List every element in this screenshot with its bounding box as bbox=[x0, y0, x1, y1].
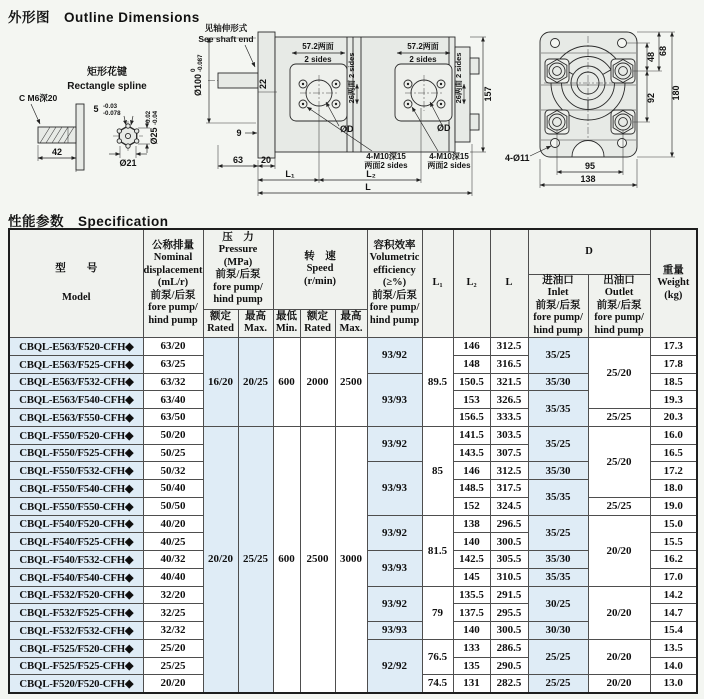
weight-cell: 18.0 bbox=[650, 480, 697, 498]
header-outlet: 出油口 Outlet 前泵/后泵 fore pump/ hind pump bbox=[588, 274, 650, 338]
l-cell: 321.5 bbox=[490, 373, 528, 391]
mounting-flange bbox=[258, 32, 275, 158]
inlet-cell: 30/25 bbox=[528, 586, 588, 622]
weight-cell: 16.5 bbox=[650, 444, 697, 462]
l-cell: 307.5 bbox=[490, 444, 528, 462]
dim-57-2-hind-en: 2 sides bbox=[409, 55, 437, 64]
efficiency-cell: 93/93 bbox=[367, 373, 422, 426]
displacement-cell: 32/32 bbox=[143, 622, 203, 640]
displacement-cell: 32/25 bbox=[143, 604, 203, 622]
inlet-cell: 25/25 bbox=[528, 675, 588, 693]
thread-callout-label: C M6深20 bbox=[19, 93, 58, 103]
displacement-cell: 40/25 bbox=[143, 533, 203, 551]
pump-shaft bbox=[218, 73, 258, 88]
speed-min-cell: 600 bbox=[273, 338, 300, 427]
rear-fitting-bottom bbox=[470, 114, 479, 130]
weight-cell: 19.0 bbox=[650, 497, 697, 515]
model-cell: CBQL-F550/F540-CFH◆ bbox=[9, 480, 143, 498]
displacement-cell: 50/50 bbox=[143, 497, 203, 515]
dim-21: Ø21 bbox=[119, 158, 137, 168]
dim-D-hind: ØD bbox=[437, 123, 451, 133]
speed-min-cell: 600 bbox=[273, 426, 300, 692]
l2-cell: 153 bbox=[453, 391, 490, 409]
spec-table bbox=[8, 228, 698, 694]
l1-cell: 81.5 bbox=[422, 515, 453, 586]
dim-25-tol-lower: -0.04 bbox=[152, 110, 159, 125]
weight-cell: 19.3 bbox=[650, 391, 697, 409]
thread-note-hind-zh: 4-M10深15 bbox=[429, 152, 469, 161]
l-cell: 312.5 bbox=[490, 338, 528, 356]
speed-max-cell: 2500 bbox=[335, 338, 367, 427]
displacement-cell: 32/20 bbox=[143, 586, 203, 604]
outlet-cell: 20/20 bbox=[588, 515, 650, 586]
header-speed-min: 最低 Min. bbox=[273, 309, 300, 337]
efficiency-cell: 92/92 bbox=[367, 639, 422, 692]
spec-section-title bbox=[8, 210, 169, 230]
l2-cell: 143.5 bbox=[453, 444, 490, 462]
dim-25: Ø25 bbox=[149, 127, 159, 145]
dim-5-tol-lower: -0.078 bbox=[103, 110, 121, 117]
weight-cell: 18.5 bbox=[650, 373, 697, 391]
l-cell: 290.5 bbox=[490, 657, 528, 675]
dim-20: 20 bbox=[260, 155, 272, 165]
displacement-cell: 63/20 bbox=[143, 338, 203, 356]
l-cell: 324.5 bbox=[490, 497, 528, 515]
inlet-cell: 35/30 bbox=[528, 373, 588, 391]
dim-L2: L₂ bbox=[366, 169, 376, 179]
dim-48: 48 bbox=[646, 51, 656, 63]
l1-cell: 79 bbox=[422, 586, 453, 639]
outlet-cell: 25/25 bbox=[588, 409, 650, 427]
model-cell: CBQL-F550/F520-CFH◆ bbox=[9, 426, 143, 444]
dim-180: 180 bbox=[671, 85, 681, 101]
dim-100: Ø100 bbox=[193, 73, 203, 97]
dim-4-holes: 4-Ø11 bbox=[505, 153, 530, 163]
inlet-cell: 25/25 bbox=[528, 639, 588, 675]
efficiency-cell: 93/92 bbox=[367, 426, 422, 462]
header-l: L bbox=[490, 229, 528, 338]
model-cell: CBQL-E563/F540-CFH◆ bbox=[9, 391, 143, 409]
efficiency-cell: 93/92 bbox=[367, 515, 422, 551]
spline-cross-section bbox=[119, 126, 136, 146]
header-model: 型 号 Model bbox=[9, 229, 143, 338]
weight-cell: 15.4 bbox=[650, 622, 697, 640]
weight-cell: 15.5 bbox=[650, 533, 697, 551]
l-cell: 326.5 bbox=[490, 391, 528, 409]
l-cell: 282.5 bbox=[490, 675, 528, 693]
dim-22: 22 bbox=[258, 78, 268, 90]
weight-cell: 17.3 bbox=[650, 338, 697, 356]
l-cell: 305.5 bbox=[490, 551, 528, 569]
weight-cell: 17.2 bbox=[650, 462, 697, 480]
l2-cell: 146 bbox=[453, 338, 490, 356]
l-cell: 310.5 bbox=[490, 568, 528, 586]
header-efficiency: 容积效率 Volumetric efficiency (≥%) 前泵/后泵 fore pump/ hind pump bbox=[367, 229, 422, 338]
displacement-cell: 63/50 bbox=[143, 409, 203, 427]
l2-cell: 135 bbox=[453, 657, 490, 675]
displacement-cell: 63/32 bbox=[143, 373, 203, 391]
l-cell: 300.5 bbox=[490, 533, 528, 551]
model-cell: CBQL-F532/F525-CFH◆ bbox=[9, 604, 143, 622]
efficiency-cell: 93/93 bbox=[367, 551, 422, 587]
outline-drawing bbox=[0, 0, 704, 206]
rear-fitting-top bbox=[470, 58, 479, 74]
dim-92: 92 bbox=[646, 92, 656, 104]
dim-26-hind: 26两面 2 sides bbox=[454, 52, 463, 104]
l-cell: 295.5 bbox=[490, 604, 528, 622]
spec-title-zh: 性能参数 bbox=[8, 214, 64, 229]
weight-cell: 14.7 bbox=[650, 604, 697, 622]
header-l2: L₂ bbox=[453, 229, 490, 338]
dim-D-fore: ØD bbox=[340, 124, 354, 134]
port-face-hind bbox=[395, 64, 452, 121]
displacement-cell: 63/40 bbox=[143, 391, 203, 409]
dim-57-2-fore-en: 2 sides bbox=[304, 55, 332, 64]
l-cell: 296.5 bbox=[490, 515, 528, 533]
l-cell: 317.5 bbox=[490, 480, 528, 498]
l-cell: 300.5 bbox=[490, 622, 528, 640]
dim-25-tol-upper: -0.02 bbox=[145, 110, 152, 125]
l1-cell: 89.5 bbox=[422, 338, 453, 427]
l-cell: 312.5 bbox=[490, 462, 528, 480]
l2-cell: 145 bbox=[453, 568, 490, 586]
pressure-rated-cell: 20/20 bbox=[203, 426, 238, 692]
shaft-flange-plate bbox=[76, 104, 84, 170]
outline-title-en: Outline Dimensions bbox=[64, 10, 200, 25]
model-cell: CBQL-E563/F532-CFH◆ bbox=[9, 373, 143, 391]
dim-5: 5 bbox=[93, 104, 99, 114]
pressure-max-cell: 25/25 bbox=[238, 426, 273, 692]
displacement-cell: 50/40 bbox=[143, 480, 203, 498]
header-pressure-max: 最高 Max. bbox=[238, 309, 273, 337]
thread-note-fore-en: 两面2 sides bbox=[364, 161, 408, 170]
inlet-cell: 35/25 bbox=[528, 515, 588, 551]
model-cell: CBQL-F532/F532-CFH◆ bbox=[9, 622, 143, 640]
model-cell: CBQL-F550/F532-CFH◆ bbox=[9, 462, 143, 480]
flange-rear-view-drawing bbox=[505, 32, 681, 188]
outlet-cell: 20/20 bbox=[588, 586, 650, 639]
l2-cell: 133 bbox=[453, 639, 490, 657]
thread-note-fore-zh: 4-M10深15 bbox=[366, 152, 406, 161]
header-inlet: 进油口 Inlet 前泵/后泵 fore pump/ hind pump bbox=[528, 274, 588, 338]
displacement-cell: 40/40 bbox=[143, 568, 203, 586]
inlet-cell: 35/25 bbox=[528, 426, 588, 462]
weight-cell: 16.0 bbox=[650, 426, 697, 444]
inlet-cell: 35/35 bbox=[528, 568, 588, 586]
inlet-cell: 35/25 bbox=[528, 338, 588, 374]
model-cell: CBQL-E563/F520-CFH◆ bbox=[9, 338, 143, 356]
l-cell: 291.5 bbox=[490, 586, 528, 604]
l-cell: 316.5 bbox=[490, 355, 528, 373]
spline-label-zh: 矩形花键 bbox=[87, 67, 127, 78]
header-row-1 bbox=[9, 229, 697, 274]
speed-rated-cell: 2000 bbox=[300, 338, 335, 427]
efficiency-cell: 93/92 bbox=[367, 586, 422, 622]
inlet-cell: 35/30 bbox=[528, 462, 588, 480]
weight-cell: 14.0 bbox=[650, 657, 697, 675]
weight-cell: 17.8 bbox=[650, 355, 697, 373]
port-face-fore bbox=[290, 64, 347, 121]
inlet-cell: 30/30 bbox=[528, 622, 588, 640]
l1-cell: 76.5 bbox=[422, 639, 453, 675]
l2-cell: 156.5 bbox=[453, 409, 490, 427]
dim-138: 138 bbox=[580, 174, 596, 184]
l2-cell: 140 bbox=[453, 533, 490, 551]
l-cell: 333.5 bbox=[490, 409, 528, 427]
efficiency-cell: 93/93 bbox=[367, 622, 422, 640]
outlet-cell: 25/20 bbox=[588, 338, 650, 409]
l2-cell: 148 bbox=[453, 355, 490, 373]
outlet-cell: 25/25 bbox=[588, 497, 650, 515]
dim-L1: L₁ bbox=[285, 169, 295, 179]
speed-max-cell: 3000 bbox=[335, 426, 367, 692]
displacement-cell: 25/20 bbox=[143, 639, 203, 657]
displacement-cell: 63/25 bbox=[143, 355, 203, 373]
dim-57-2-fore: 57.2两面 bbox=[302, 42, 334, 51]
l-cell: 303.5 bbox=[490, 426, 528, 444]
model-cell: CBQL-F525/F520-CFH◆ bbox=[9, 639, 143, 657]
model-cell: CBQL-E563/F550-CFH◆ bbox=[9, 409, 143, 427]
dim-57-2-hind: 57.2两面 bbox=[407, 42, 439, 51]
header-speed-rated: 额定 Rated bbox=[300, 309, 335, 337]
l2-cell: 146 bbox=[453, 462, 490, 480]
dim-157: 157 bbox=[483, 86, 493, 102]
weight-cell: 17.0 bbox=[650, 568, 697, 586]
weight-cell: 13.0 bbox=[650, 675, 697, 693]
model-cell: CBQL-F540/F532-CFH◆ bbox=[9, 551, 143, 569]
l2-cell: 148.5 bbox=[453, 480, 490, 498]
spline-label-en: Rectangle spline bbox=[67, 81, 147, 92]
thread-callout-leader bbox=[31, 104, 40, 124]
model-cell: CBQL-F550/F550-CFH◆ bbox=[9, 497, 143, 515]
displacement-cell: 50/25 bbox=[143, 444, 203, 462]
header-l1: L₁ bbox=[422, 229, 453, 338]
displacement-cell: 50/20 bbox=[143, 426, 203, 444]
l2-cell: 152 bbox=[453, 497, 490, 515]
dim-100-tol-lower: -0.087 bbox=[197, 54, 204, 72]
thread-note-hind-en: 两面2 sides bbox=[427, 161, 471, 170]
header-speed: 转 速 Speed (r/min) bbox=[273, 229, 367, 309]
displacement-cell: 40/32 bbox=[143, 551, 203, 569]
header-pressure-rated: 额定 Rated bbox=[203, 309, 238, 337]
inlet-cell: 35/35 bbox=[528, 480, 588, 516]
pump-side-view-drawing bbox=[190, 23, 493, 196]
displacement-cell: 25/25 bbox=[143, 657, 203, 675]
header-d: D bbox=[528, 229, 650, 274]
weight-cell: 13.5 bbox=[650, 639, 697, 657]
shaft-end-leader bbox=[245, 45, 255, 67]
spline-detail-drawing bbox=[19, 65, 159, 172]
l2-cell: 150.5 bbox=[453, 373, 490, 391]
l2-cell: 138 bbox=[453, 515, 490, 533]
header-displacement: 公称排量 Nominal displacement (mL/r) 前泵/后泵 fore pump/ hind pump bbox=[143, 229, 203, 338]
dim-42: 42 bbox=[51, 147, 63, 157]
model-cell: CBQL-F532/F520-CFH◆ bbox=[9, 586, 143, 604]
displacement-cell: 50/32 bbox=[143, 462, 203, 480]
l2-cell: 141.5 bbox=[453, 426, 490, 444]
outlet-cell: 20/20 bbox=[588, 675, 650, 693]
model-cell: CBQL-F520/F520-CFH◆ bbox=[9, 675, 143, 693]
dim-68: 68 bbox=[658, 45, 668, 57]
outlet-cell: 20/20 bbox=[588, 639, 650, 675]
efficiency-cell: 93/93 bbox=[367, 462, 422, 515]
outline-title-zh: 外形图 bbox=[8, 10, 50, 25]
inlet-cell: 35/30 bbox=[528, 551, 588, 569]
header-pressure: 压 力 Pressure (MPa) 前泵/后泵 fore pump/ hind pump bbox=[203, 229, 273, 309]
weight-cell: 15.0 bbox=[650, 515, 697, 533]
shaft-end-note-zh: 见轴伸形式 bbox=[204, 23, 248, 33]
displacement-cell: 40/20 bbox=[143, 515, 203, 533]
weight-cell: 20.3 bbox=[650, 409, 697, 427]
inlet-cell: 35/35 bbox=[528, 391, 588, 427]
pressure-max-cell: 20/25 bbox=[238, 338, 273, 427]
weight-cell: 16.2 bbox=[650, 551, 697, 569]
table-row bbox=[9, 426, 697, 444]
l1-cell: 85 bbox=[422, 426, 453, 515]
shaft-end-note-en: See shaft end bbox=[198, 34, 254, 44]
dim-L: L bbox=[365, 182, 371, 192]
model-cell: CBQL-E563/F525-CFH◆ bbox=[9, 355, 143, 373]
l2-cell: 142.5 bbox=[453, 551, 490, 569]
dim-100-tol-upper: 0 bbox=[190, 68, 197, 72]
model-cell: CBQL-F550/F525-CFH◆ bbox=[9, 444, 143, 462]
l2-cell: 140 bbox=[453, 622, 490, 640]
spec-title-en: Specification bbox=[78, 214, 169, 229]
dim-9: 9 bbox=[236, 128, 242, 138]
header-speed-max: 最高 Max. bbox=[335, 309, 367, 337]
efficiency-cell: 93/92 bbox=[367, 338, 422, 374]
model-cell: CBQL-F540/F540-CFH◆ bbox=[9, 568, 143, 586]
table-row bbox=[9, 338, 697, 356]
dim-100-group bbox=[190, 54, 204, 96]
weight-cell: 14.2 bbox=[650, 586, 697, 604]
dim-5-tol-upper: -0.03 bbox=[103, 103, 118, 110]
header-weight: 重量 Weight (kg) bbox=[650, 229, 697, 338]
pressure-rated-cell: 16/20 bbox=[203, 338, 238, 427]
l2-cell: 131 bbox=[453, 675, 490, 693]
model-cell: CBQL-F525/F525-CFH◆ bbox=[9, 657, 143, 675]
displacement-cell: 20/20 bbox=[143, 675, 203, 693]
l2-cell: 137.5 bbox=[453, 604, 490, 622]
dim-26-fore: 26两面 2 sides bbox=[347, 52, 356, 104]
model-cell: CBQL-F540/F525-CFH◆ bbox=[9, 533, 143, 551]
speed-rated-cell: 2500 bbox=[300, 426, 335, 692]
l-cell: 286.5 bbox=[490, 639, 528, 657]
l2-cell: 135.5 bbox=[453, 586, 490, 604]
dim-63: 63 bbox=[232, 155, 244, 165]
l1-cell: 74.5 bbox=[422, 675, 453, 693]
dim-95: 95 bbox=[584, 161, 596, 171]
model-cell: CBQL-F540/F520-CFH◆ bbox=[9, 515, 143, 533]
outlet-cell: 25/20 bbox=[588, 426, 650, 497]
